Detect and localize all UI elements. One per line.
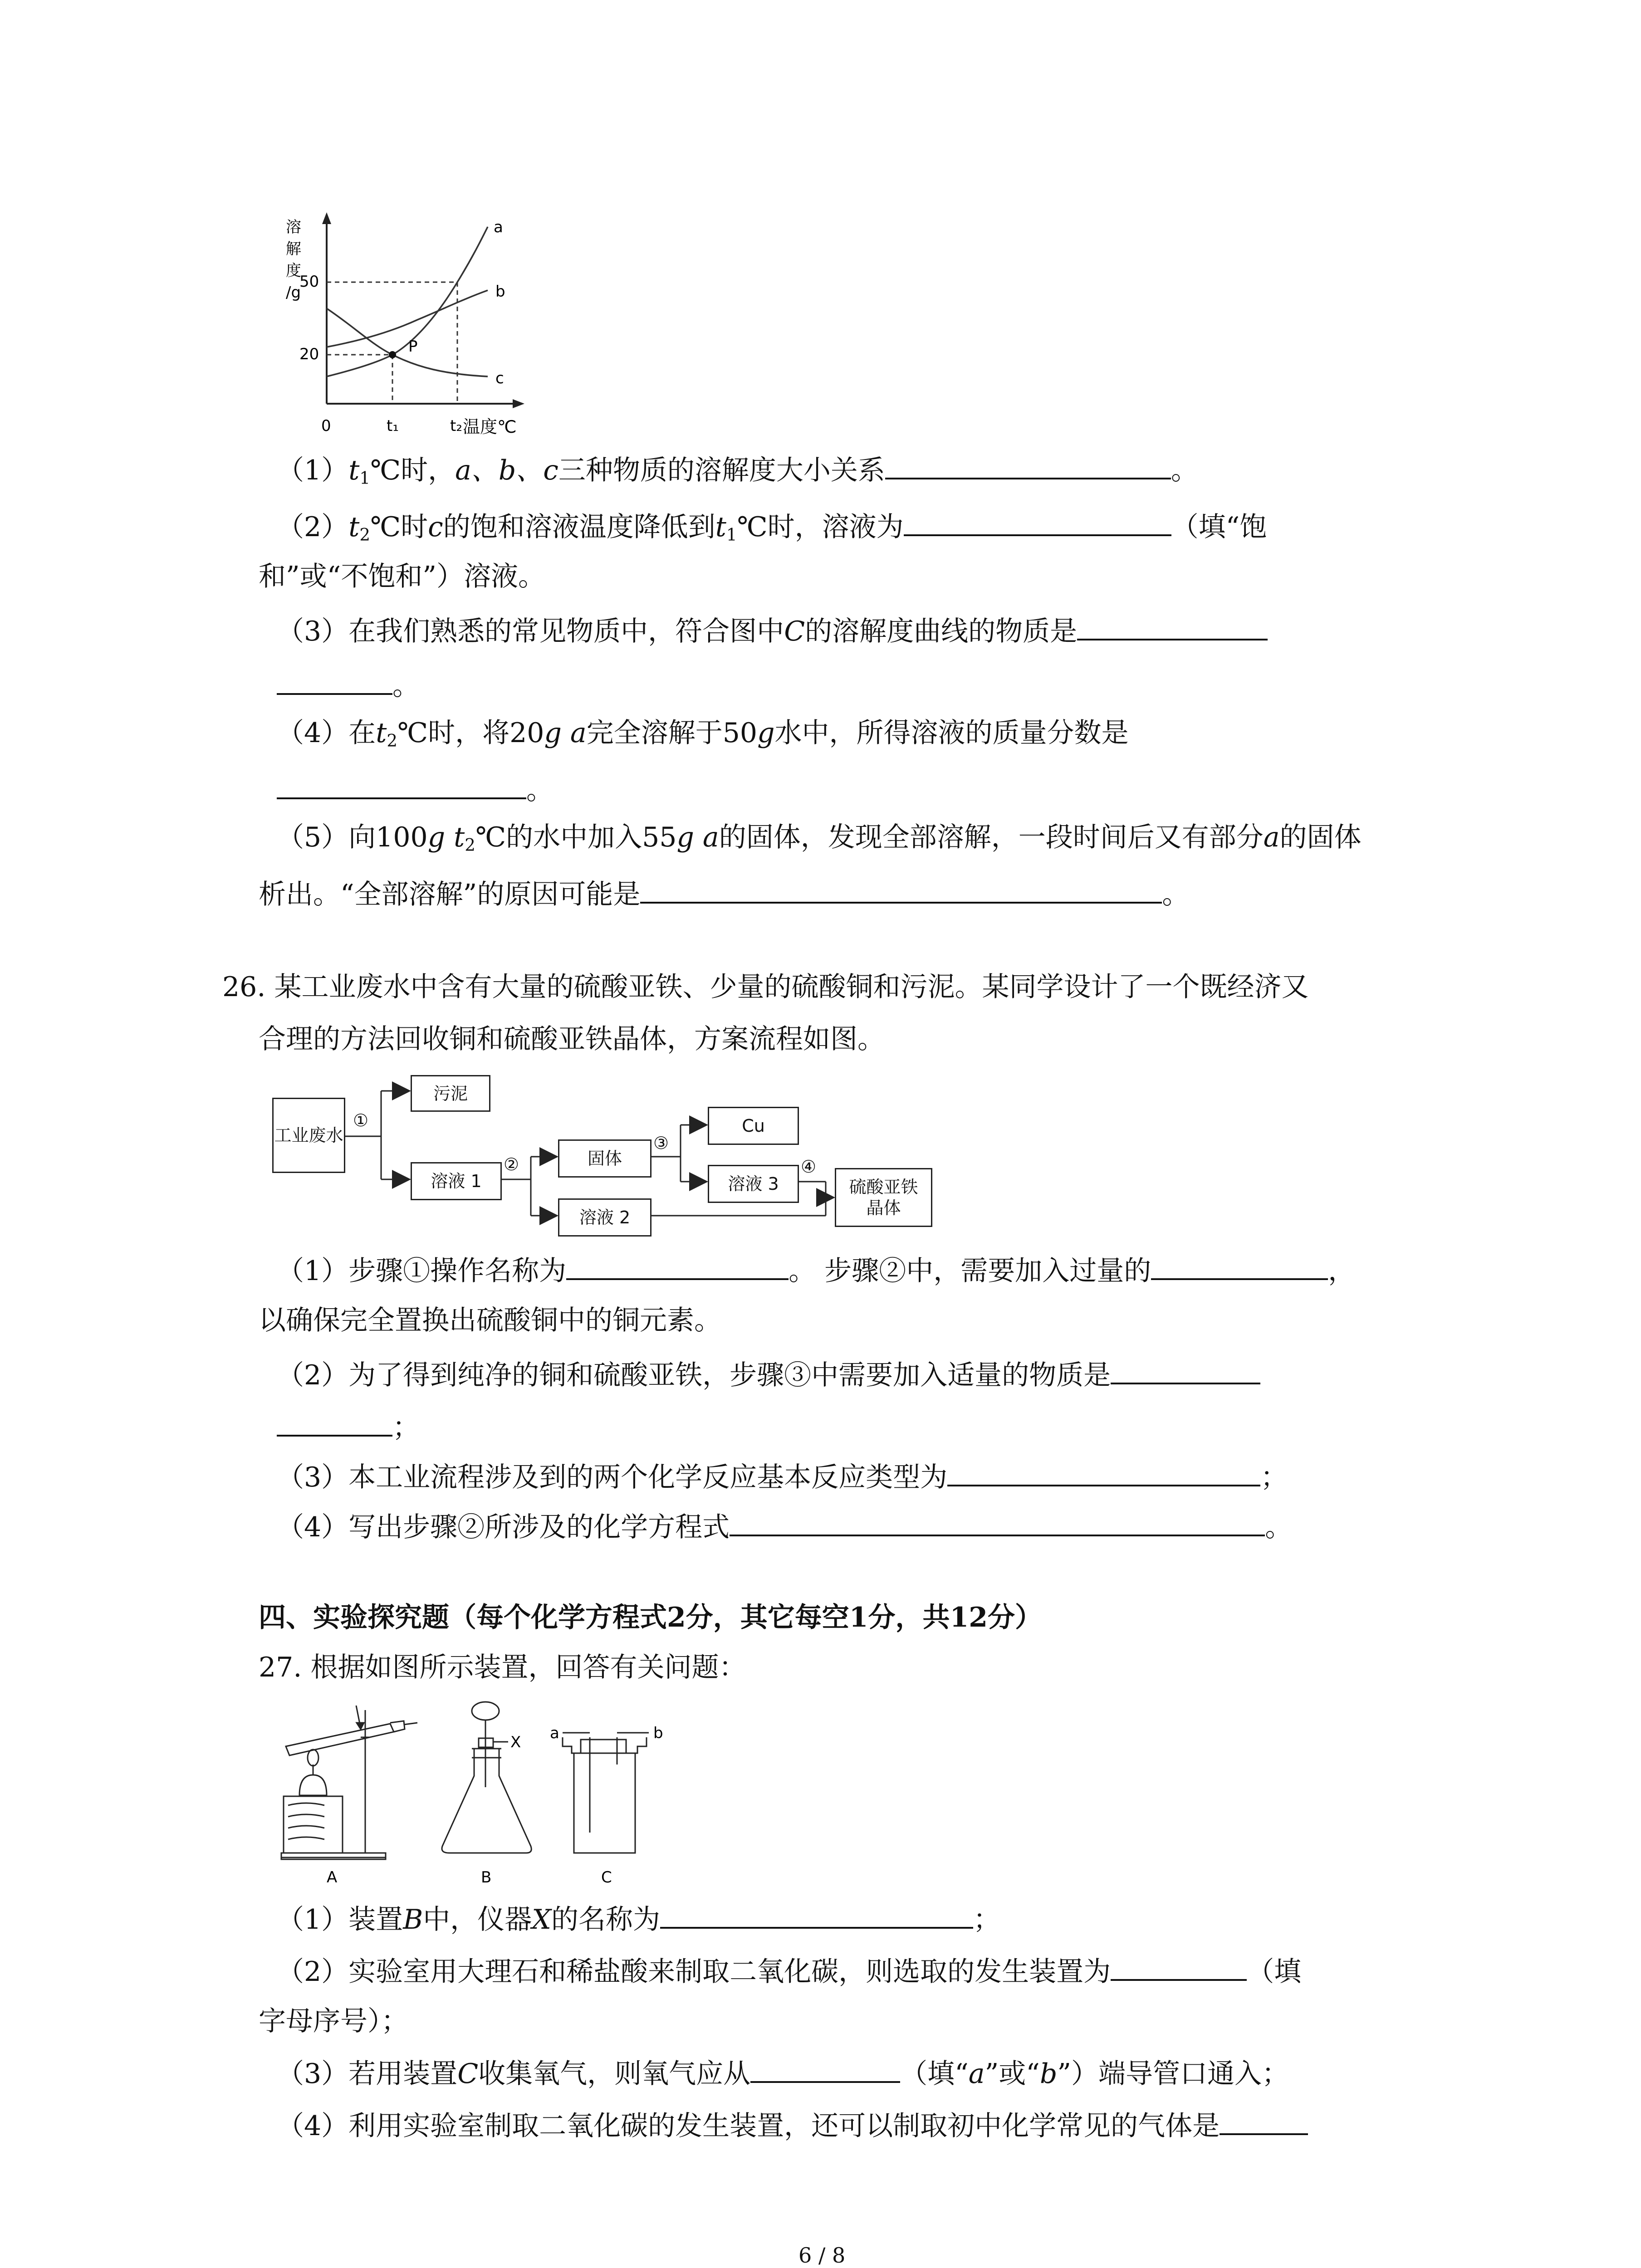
y-label-4: /g	[286, 284, 301, 302]
q25-s2: $(2)t_2℃$时c的饱和溶液温度降低到$t_1℃$时，溶液为 （填“饱	[277, 508, 1267, 543]
q27-s1: （1）装置B中，仪器X的名称为 ；	[277, 1901, 1000, 1936]
flow-step-1: ①	[353, 1110, 369, 1130]
q27-s2: （2）实验室用大理石和稀盐酸来制取二氧化碳，则选取的发生装置为 （填	[277, 1953, 1301, 1988]
label-port-b: b	[653, 1724, 663, 1742]
point-p-label: P	[408, 337, 418, 356]
y-tick-50: 50	[299, 273, 319, 291]
label-apparatus-b: B	[481, 1868, 492, 1887]
q27-s3: （3）若用装置C收集氧气，则氧气应从 （填“a”或“b”）端导管口通入；	[277, 2055, 1289, 2090]
q27-s4-blank[interactable]	[1220, 2107, 1308, 2135]
q27-s2-blank[interactable]	[1111, 1953, 1247, 1981]
series-b-label: b	[495, 283, 505, 301]
q26-s4-blank[interactable]	[730, 1508, 1265, 1536]
q25-s4-line2: 。	[277, 771, 554, 807]
q26-s2-blank-cont[interactable]	[277, 1408, 392, 1437]
flow-box-crystal: 硫酸亚铁晶体	[835, 1168, 932, 1227]
q25-s3-line2: 。	[277, 667, 420, 702]
flow-box-solution1: 溶液 1	[411, 1162, 502, 1200]
page-number: 6 / 8	[798, 2243, 846, 2268]
q25-s1: $(1)t_1℃$时，a、b、c三种物质的溶解度大小关系 。	[277, 451, 1198, 487]
q25-s5-blank[interactable]	[640, 875, 1162, 904]
flow-box-sludge: 污泥	[411, 1075, 490, 1112]
flow-box-solution2: 溶液 2	[558, 1198, 652, 1237]
flow-diagram	[272, 1066, 980, 1238]
q26-s1-line2: 以确保完全置换出硫酸铜中的铜元素。	[259, 1305, 721, 1336]
q27-s4: （4）利用实验室制取二氧化碳的发生装置，还可以制取初中化学常见的气体是	[277, 2107, 1308, 2142]
q26-s2: （2）为了得到纯净的铜和硫酸亚铁，步骤③中需要加入适量的物质是	[277, 1356, 1260, 1392]
q26-stem-line2: 合理的方法回收铜和硫酸亚铁晶体，方案流程如图。	[259, 1023, 885, 1055]
flow-box-solution3: 溶液 3	[708, 1165, 799, 1203]
series-c-label: c	[495, 369, 504, 387]
q25-s3-blank-cont[interactable]	[277, 667, 392, 695]
x-tick-t2: t₂	[450, 417, 462, 435]
section-4-heading: 四、实验探究题（每个化学方程式2分，其它每空1分，共12分）	[259, 1602, 1042, 1633]
apparatus-figure	[272, 1696, 726, 1887]
q27-s3-blank[interactable]	[750, 2055, 900, 2083]
point-p	[389, 351, 396, 358]
q26-s1-blank1[interactable]	[566, 1252, 789, 1280]
q26-s3: （3）本工业流程涉及到的两个化学反应基本反应类型为 ；	[277, 1458, 1288, 1494]
q25-s2-line2: 和”或“不饱和”）溶液。	[259, 561, 546, 592]
q26-s2-blank[interactable]	[1111, 1356, 1260, 1384]
q26-stem-line1: 26. 某工业废水中含有大量的硫酸亚铁、少量的硫酸铜和污泥。某同学设计了一个既经济又	[222, 971, 1309, 1003]
label-x: X	[510, 1733, 521, 1751]
q25-s3: （3）在我们熟悉的常见物质中，符合图中C的溶解度曲线的物质是	[277, 612, 1268, 648]
x-axis-label: 温度℃	[463, 417, 517, 437]
curve-a	[327, 227, 488, 376]
curve-b	[327, 290, 488, 347]
q27-s2-line2: 字母序号）；	[259, 2005, 408, 2037]
series-a-label: a	[494, 218, 503, 236]
q25-s2-blank[interactable]	[904, 508, 1171, 536]
flow-box-cu: Cu	[708, 1107, 799, 1145]
origin-label: 0	[321, 417, 331, 435]
y-label-2: 解	[286, 240, 301, 258]
x-axis-arrow	[513, 399, 524, 408]
q25-s1-blank[interactable]	[885, 451, 1171, 479]
solubility-chart	[272, 209, 544, 445]
label-port-a: a	[550, 1724, 559, 1742]
q25-s3-blank[interactable]	[1077, 612, 1268, 640]
y-tick-20: 20	[299, 345, 319, 363]
label-apparatus-a: A	[327, 1868, 338, 1887]
q26-s1: （1）步骤①操作名称为 。 步骤②中，需要加入过量的 ，	[277, 1252, 1355, 1287]
q26-s1-blank2[interactable]	[1151, 1252, 1328, 1280]
y-axis-arrow	[322, 212, 331, 224]
x-tick-t1: t₁	[387, 417, 399, 435]
q26-s3-blank[interactable]	[947, 1458, 1260, 1486]
label-apparatus-c: C	[601, 1868, 612, 1887]
flow-step-4: ④	[801, 1157, 817, 1177]
q27-s1-blank[interactable]	[660, 1901, 973, 1929]
q26-s2-line2: ；	[277, 1408, 420, 1444]
y-label-3: 度	[286, 262, 301, 280]
flow-step-2: ②	[504, 1154, 519, 1174]
flow-box-solid: 固体	[558, 1139, 652, 1178]
q27-intro: 27. 根据如图所示装置，回答有关问题：	[259, 1652, 746, 1683]
q25-s4: （4）在$t_2℃$时，将20g a完全溶解于50g水中，所得溶液的质量分数是	[277, 717, 1129, 751]
flow-step-3: ③	[653, 1133, 669, 1153]
q25-s4-blank[interactable]	[277, 771, 526, 799]
q26-s4: （4）写出步骤②所涉及的化学方程式 。	[277, 1508, 1292, 1544]
q25-s5-line2: 析出。“全部溶解”的原因可能是 。	[259, 875, 1189, 911]
flow-box-wastewater: 工业废水	[272, 1098, 345, 1173]
q25-s5: （5）向100g $t_2℃$的水中加入55g a的固体，发现全部溶解，一段时间后又有部分a的固体	[277, 821, 1362, 855]
y-label-1: 溶	[286, 218, 301, 236]
